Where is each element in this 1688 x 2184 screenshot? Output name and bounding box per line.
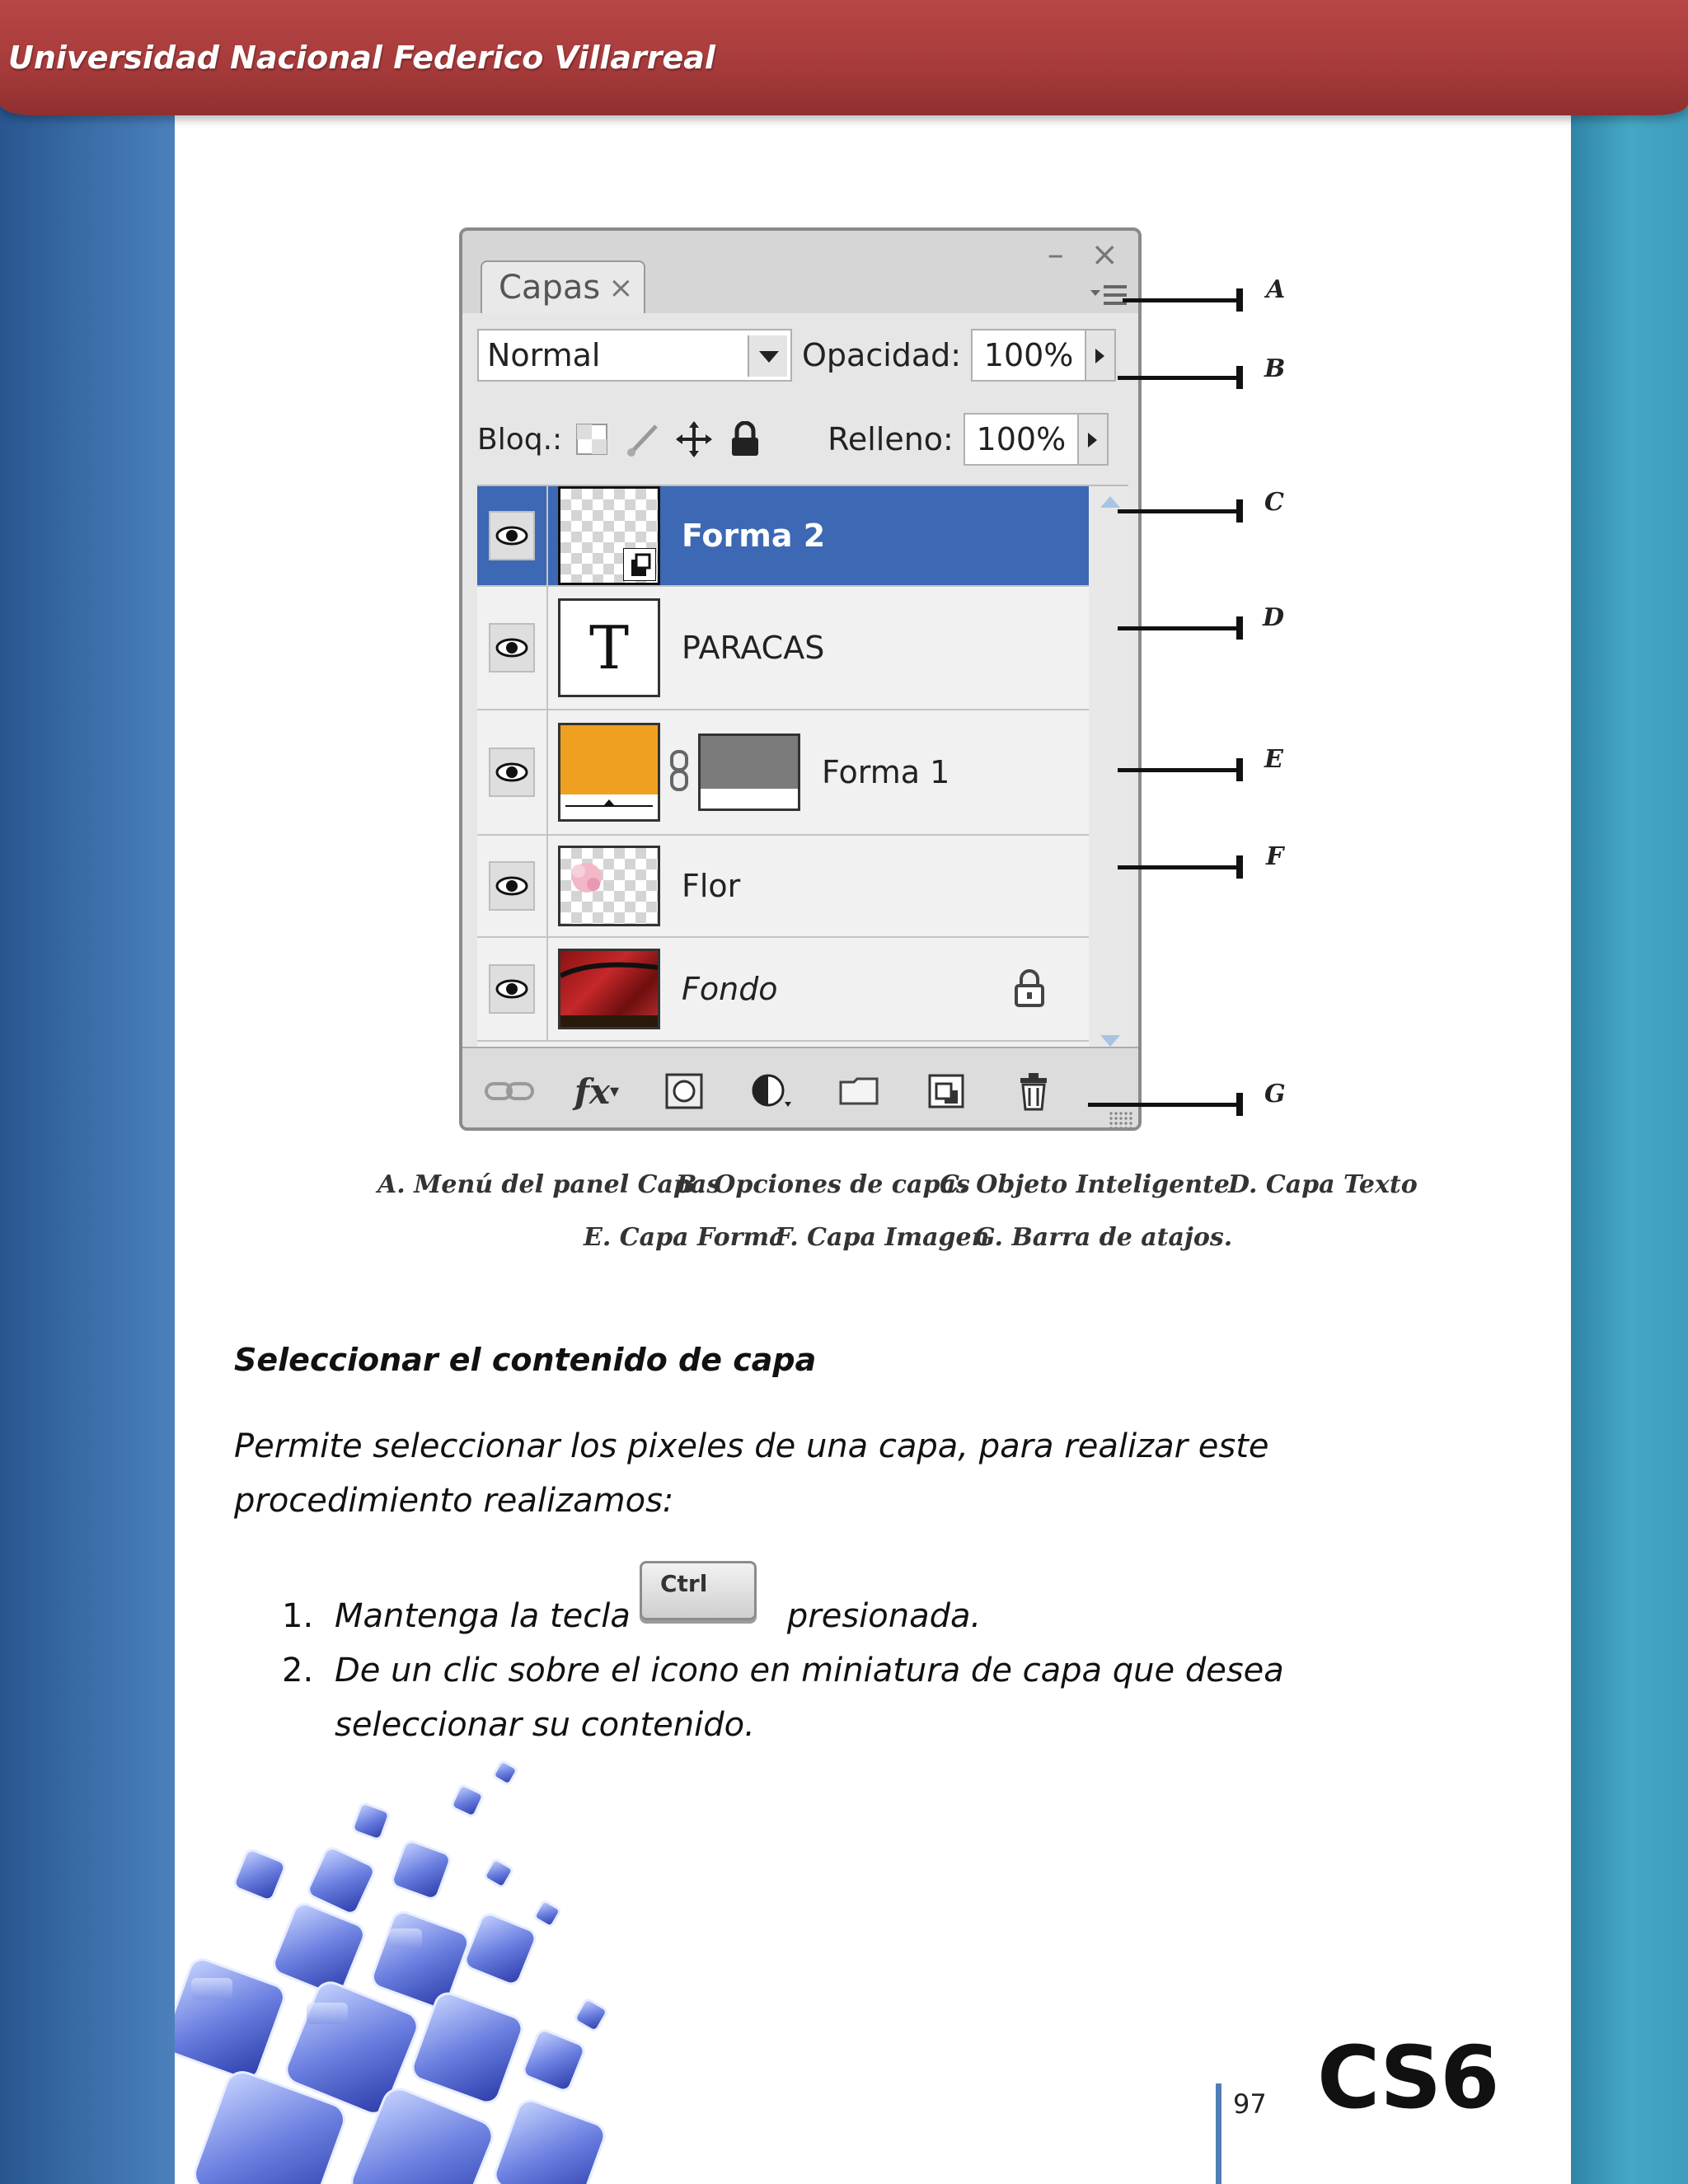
trash-icon[interactable] xyxy=(1008,1069,1059,1113)
group-folder-icon[interactable] xyxy=(833,1069,884,1113)
opacity-input[interactable]: 100% xyxy=(971,329,1086,382)
resize-grip[interactable] xyxy=(1109,1111,1133,1127)
lock-transparency-icon[interactable] xyxy=(574,421,610,457)
callout-letter-d: D xyxy=(1263,603,1285,632)
visibility-cell xyxy=(477,710,548,834)
header-band xyxy=(0,0,1688,115)
tab-label: Capas xyxy=(499,269,601,307)
link-layers-icon[interactable] xyxy=(484,1069,535,1113)
caption-f: F. Capa Imagen xyxy=(775,1223,990,1252)
caption-c: C. Objeto Inteligente xyxy=(940,1170,1231,1199)
list-text: De un clic sobre el icono en miniatura de capa que desea seleccionar su contenido. xyxy=(335,1652,1284,1744)
right-side-band xyxy=(1571,0,1688,2184)
callout-line-c xyxy=(1118,509,1243,513)
list-number: 2. xyxy=(282,1652,314,1690)
layer-name: PARACAS xyxy=(682,630,825,666)
callout-line-a xyxy=(1123,298,1243,302)
eye-icon[interactable] xyxy=(489,511,535,560)
window-controls[interactable]: – × xyxy=(1047,236,1127,274)
scroll-down-icon[interactable] xyxy=(1100,1035,1120,1047)
panel-shortcut-bar xyxy=(462,1047,1138,1131)
layers-panel xyxy=(459,227,1142,1131)
fill-label: Relleno: xyxy=(828,421,954,457)
layer-name: Flor xyxy=(682,868,741,904)
opacity-slider-arrow-icon[interactable] xyxy=(1086,329,1116,382)
callout-letter-e: E xyxy=(1264,745,1283,774)
ctrl-key-icon: Ctrl xyxy=(640,1561,757,1620)
text-layer-glyph: T xyxy=(588,613,630,682)
eye-icon[interactable] xyxy=(489,748,535,797)
lock-label: Bloq.: xyxy=(477,422,563,457)
image-layer-thumbnail[interactable] xyxy=(558,846,660,926)
blend-options-row xyxy=(477,326,1128,384)
fx-label: fx xyxy=(574,1071,611,1112)
page-number-rule xyxy=(1216,2083,1221,2184)
mask-icon[interactable] xyxy=(659,1069,710,1113)
visibility-cell xyxy=(477,836,548,936)
layer-row-forma-2[interactable] xyxy=(477,486,1089,587)
visibility-cell xyxy=(477,486,548,585)
lock-position-icon[interactable] xyxy=(676,421,712,457)
shape-fill-thumbnail[interactable] xyxy=(558,723,660,822)
caption-a: A. Menú del panel Capas xyxy=(377,1170,721,1199)
layers-list xyxy=(477,485,1128,1053)
callout-line-g xyxy=(1088,1103,1243,1107)
lock-brush-icon[interactable] xyxy=(625,421,661,457)
list-item xyxy=(282,1643,1469,1752)
caption-g: G. Barra de atajos. xyxy=(974,1223,1233,1252)
tab-capas[interactable] xyxy=(481,260,645,313)
visibility-cell xyxy=(477,587,548,709)
header-title: Universidad Nacional Federico Villarreal xyxy=(8,40,715,76)
callout-letter-f: F xyxy=(1266,842,1284,871)
callout-line-b xyxy=(1118,376,1243,380)
link-chain-icon[interactable] xyxy=(668,750,690,794)
adjustment-icon[interactable] xyxy=(746,1069,797,1113)
callout-line-d xyxy=(1118,626,1243,630)
opacity-label: Opacidad: xyxy=(802,337,962,373)
panel-body xyxy=(462,313,1138,1131)
left-side-band xyxy=(0,0,175,2184)
vector-mask-thumbnail[interactable] xyxy=(698,733,800,811)
list-number: 1. xyxy=(282,1597,314,1635)
list-text-after: presionada. xyxy=(786,1597,982,1635)
caption-d: D. Capa Texto xyxy=(1228,1170,1418,1199)
section-title: Seleccionar el contenido de capa xyxy=(234,1342,817,1378)
text-layer-thumbnail[interactable] xyxy=(558,598,660,697)
layer-name: Forma 2 xyxy=(682,518,826,554)
layer-row-flor[interactable] xyxy=(477,836,1089,938)
callout-letter-a: A xyxy=(1266,275,1286,304)
list-text-before: Mantenga la tecla xyxy=(335,1597,631,1635)
callout-letter-g: G xyxy=(1264,1080,1286,1108)
callout-letter-c: C xyxy=(1264,488,1284,517)
fill-slider-arrow-icon[interactable] xyxy=(1079,413,1109,466)
scroll-up-icon[interactable] xyxy=(1100,496,1120,508)
eye-icon[interactable] xyxy=(489,623,535,673)
decorative-cubes-image xyxy=(175,1755,719,2184)
brand-cs6: CS6 xyxy=(1317,2027,1498,2128)
lock-all-icon[interactable] xyxy=(727,421,763,457)
smart-object-thumbnail[interactable] xyxy=(558,486,660,585)
eye-icon[interactable] xyxy=(489,964,535,1014)
lock-icon xyxy=(1013,969,1046,1010)
chevron-down-icon[interactable] xyxy=(748,335,787,377)
lock-options-row xyxy=(477,410,1128,468)
eye-icon[interactable] xyxy=(489,861,535,911)
blend-mode-select[interactable] xyxy=(477,329,792,382)
callout-letter-b: B xyxy=(1264,354,1286,383)
caption-b: B. Opciones de capas xyxy=(676,1170,970,1199)
callout-line-e xyxy=(1118,768,1243,772)
layer-name: Fondo xyxy=(682,971,778,1007)
callout-line-f xyxy=(1118,865,1243,869)
page-number: 97 xyxy=(1233,2088,1267,2120)
layer-row-paracas[interactable] xyxy=(477,587,1089,710)
background-layer-thumbnail[interactable] xyxy=(558,949,660,1029)
layer-row-fondo[interactable] xyxy=(477,938,1089,1042)
fill-input[interactable]: 100% xyxy=(964,413,1079,466)
new-layer-icon[interactable] xyxy=(921,1069,972,1113)
layer-row-forma-1[interactable] xyxy=(477,710,1089,836)
blend-mode-value: Normal xyxy=(487,337,601,373)
layer-name: Forma 1 xyxy=(822,754,950,790)
tab-close-icon[interactable]: × xyxy=(608,270,634,305)
fx-icon[interactable]: fx ▾ xyxy=(574,1071,620,1112)
intro-paragraph: Permite seleccionar los pixeles de una capa, para realizar este procedimiento realizamos: xyxy=(234,1427,1269,1520)
list-item xyxy=(282,1589,1469,1643)
visibility-cell xyxy=(477,938,548,1040)
panel-menu-icon[interactable] xyxy=(1089,282,1130,310)
caption-e: E. Capa Forma xyxy=(584,1223,785,1252)
